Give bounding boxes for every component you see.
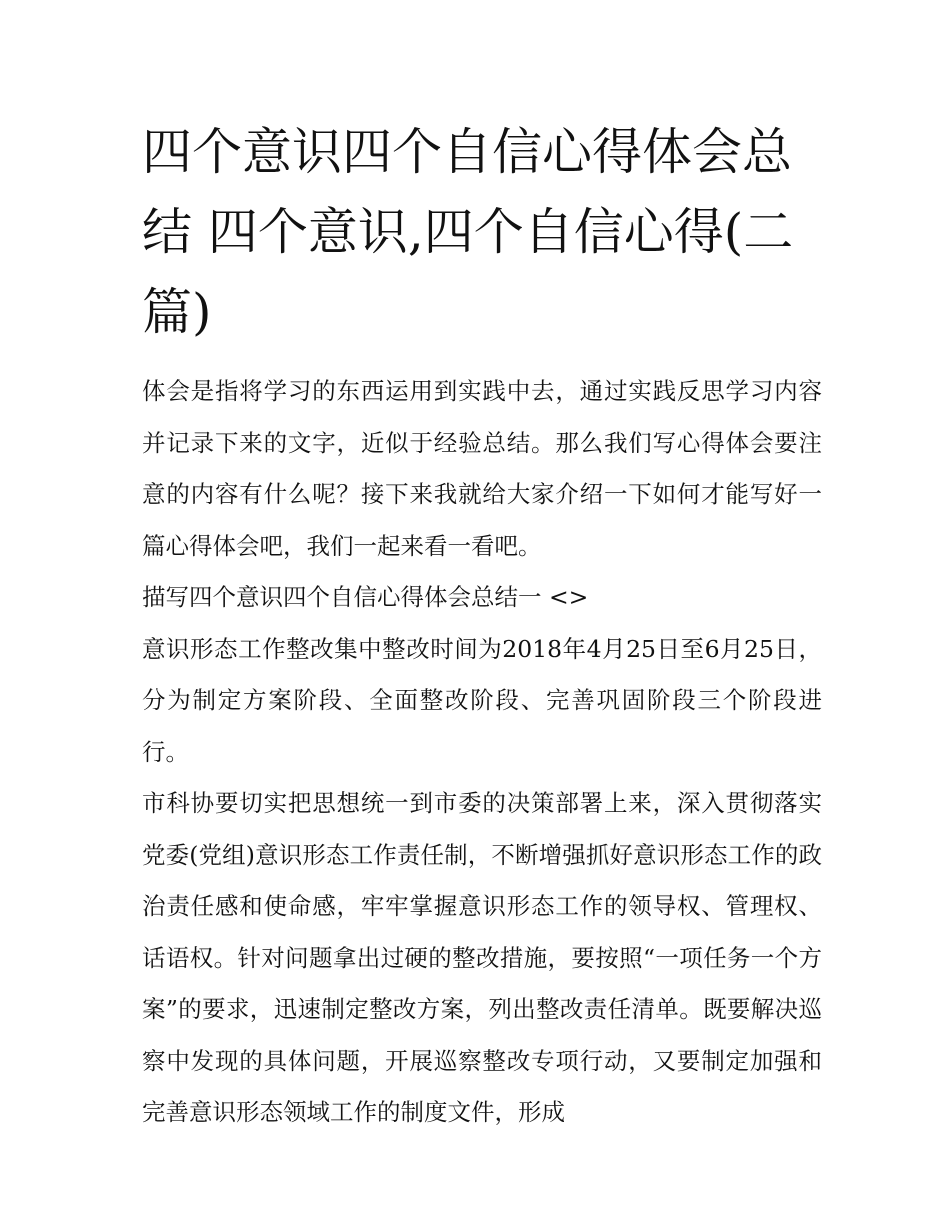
document-title: 四个意识四个自信心得体会总结 四个意识,四个自信心得(二篇) — [142, 123, 794, 341]
paragraph-schedule: 意识形态工作整改集中整改时间为2018年4月25日至6月25日，分为制定方案阶段、全面整改阶段、完善巩固阶段三个阶段进行。 — [142, 634, 822, 766]
paragraph-requirements: 市科协要切实把思想统一到市委的决策部署上来，深入贯彻落实党委(党组)意识形态工作责任制，不断增强抓好意识形态工作的政治责任感和使命感，牢牢掌握意识形态工作的领导权、管理权、话语权。针对问题拿出过硬的整改措施，要按照“一项任务一个方案”的要求，迅速制定整改方案，列出整改责任清单。既要解决巡察中发现的具体问题，开展巡察整改专项行动，又要制定加强和完善意识形态领域工作的制度文件，形成 — [142, 789, 822, 1126]
document-body — [142, 112, 822, 1139]
paragraph-intro: 体会是指将学习的东西运用到实践中去，通过实践反思学习内容并记录下来的文字，近似于经验总结。那么我们写心得体会要注意的内容有什么呢？接下来我就给大家介绍一下如何才能写好一篇心得体会吧，我们一起来看一看吧。 — [142, 377, 822, 560]
paragraph-section-heading: 描写四个意识四个自信心得体会总结一 <> — [142, 583, 589, 611]
